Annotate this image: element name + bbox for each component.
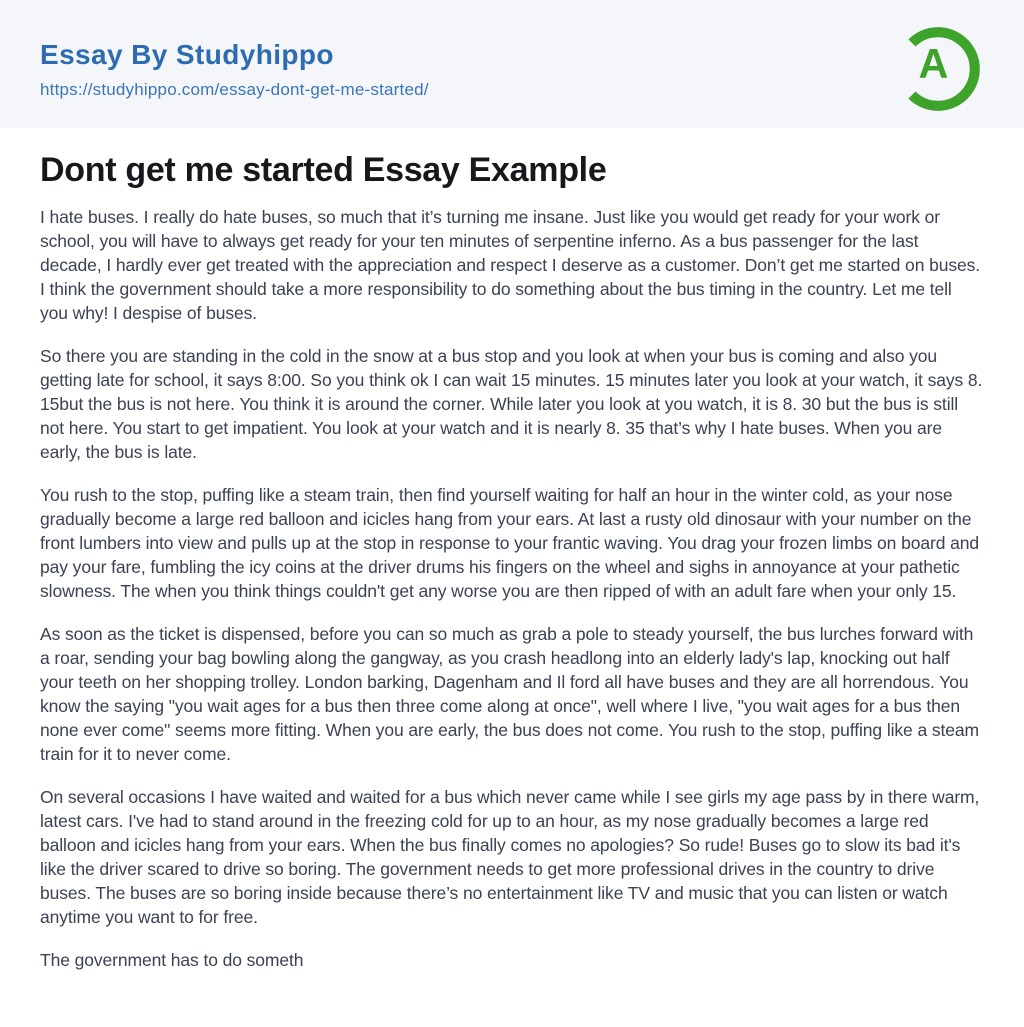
essay-paragraph: On several occasions I have waited and waited for a bus which never came while I see girls my age pass by in there warm, latest cars. I've had to stand around in the freezing cold for up to an hour, as my nose gradually becomes a large red balloon and icicles hang from your ears. When the bus finally comes no apologies? So rude! Buses go to slow its bad it's like the driver scared to drive so boring. The government needs to get more professional drives in the country to drive buses. The buses are so boring inside because there’s no entertainment like TV and music that you can listen or watch anytime you want to for free. [40,787,980,927]
essay-paragraph: I hate buses. I really do hate buses, so much that it’s turning me insane. Just like you would get ready for your work or school, you will have to always get ready for your ten minutes of serpentine inferno. As a bus passenger for the last decade, I hardly ever get treated with the appreciation and respect I deserve as a customer. Don’t get me started on buses. I think the government should take a more responsibility to do something about the bus timing in the country. Let me tell you why! I despise of buses. [40,207,981,323]
studyhippo-logo-icon [892,23,984,115]
logo-letter-a-icon: A [918,41,949,88]
essay-title: Dont get me started Essay Example [40,151,607,189]
page-url-link[interactable]: https://studyhippo.com/essay-dont-get-me-started/ [40,79,429,99]
header-text-block [40,29,429,100]
page-header [0,0,1024,128]
essay-body [40,205,984,972]
essay-paragraph: So there you are standing in the cold in the snow at a bus stop and you look at when your bus is coming and also you getting late for school, it says 8:00. So you think ok I can wait 15 minutes. 15 minutes later you look at your watch, it says 8. 15but the bus is not here. You think it is around the corner. While later you look at you watch, it is 8. 30 but the bus is still not here. You start to get impatient. You look at your watch and it is nearly 8. 35 that’s why I hate buses. When you are early, the bus is late. [40,346,983,462]
essay-paragraph: You rush to the stop, puffing like a steam train, then find yourself waiting for half an hour in the winter cold, as your nose gradually become a large red balloon and icicles hang from your ears. At last a rusty old dinosaur with your number on the front lumbers into view and pulls up at the stop in response to your frantic waving. You drag your frozen limbs on board and pay your fare, fumbling the icy coins at the driver drums his fingers on the wheel and sighs in annoyance at your pathetic slowness. The when you think things couldn't get any worse you are then ripped of with an adult fare when your only 15. [40,485,979,601]
essay-paragraph: The government has to do someth [40,950,304,970]
essay-content [0,151,1024,972]
essay-paragraph: As soon as the ticket is dispensed, before you can so much as grab a pole to steady yourself, the bus lurches forward with a roar, sending your bag bowling along the gangway, as you crash headlong into an elderly lady's lap, knocking out half your teeth on her shopping trolley. London barking, Dagenham and Il ford all have buses and they are all horrendous. You know the saying "you wait ages for a bus then three come along at once", well where I live, "you wait ages for a bus then none ever come" seems more fitting. When you are early, the bus does not come. You rush to the stop, puffing like a steam train for it to never come. [40,624,979,764]
site-title: Essay By Studyhippo [40,38,334,70]
